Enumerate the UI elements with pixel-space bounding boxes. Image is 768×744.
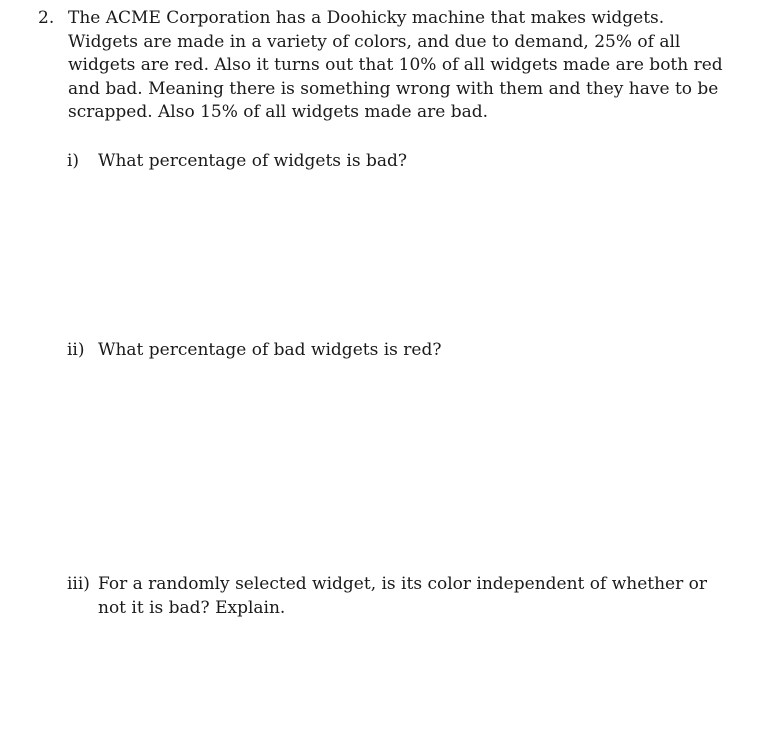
part-label: ii) (67, 340, 85, 360)
question-part-iii (67, 572, 717, 620)
part-question: For a randomly selected widget, is its color independent of whether or not it is bad? Explain. (98, 574, 707, 618)
question-part-i (67, 149, 717, 173)
part-question: What percentage of widgets is bad? (98, 151, 407, 171)
part-label: iii) (67, 574, 90, 594)
question-part-ii (67, 338, 717, 362)
problem-text: The ACME Corporation has a Doohicky machine that makes widgets. Widgets are made in a variety of colors, and due to demand, 25% of all widgets are red. Also it turns out that 10% of all widgets made are both red and bad. Meaning there is something wrong with them and they have to be scrapped. Also 15% of all widgets made are bad. (68, 8, 723, 123)
problem-number: 2. (38, 8, 55, 28)
problem-statement (38, 7, 738, 125)
part-label: i) (67, 151, 80, 171)
part-question: What percentage of bad widgets is red? (98, 340, 442, 360)
